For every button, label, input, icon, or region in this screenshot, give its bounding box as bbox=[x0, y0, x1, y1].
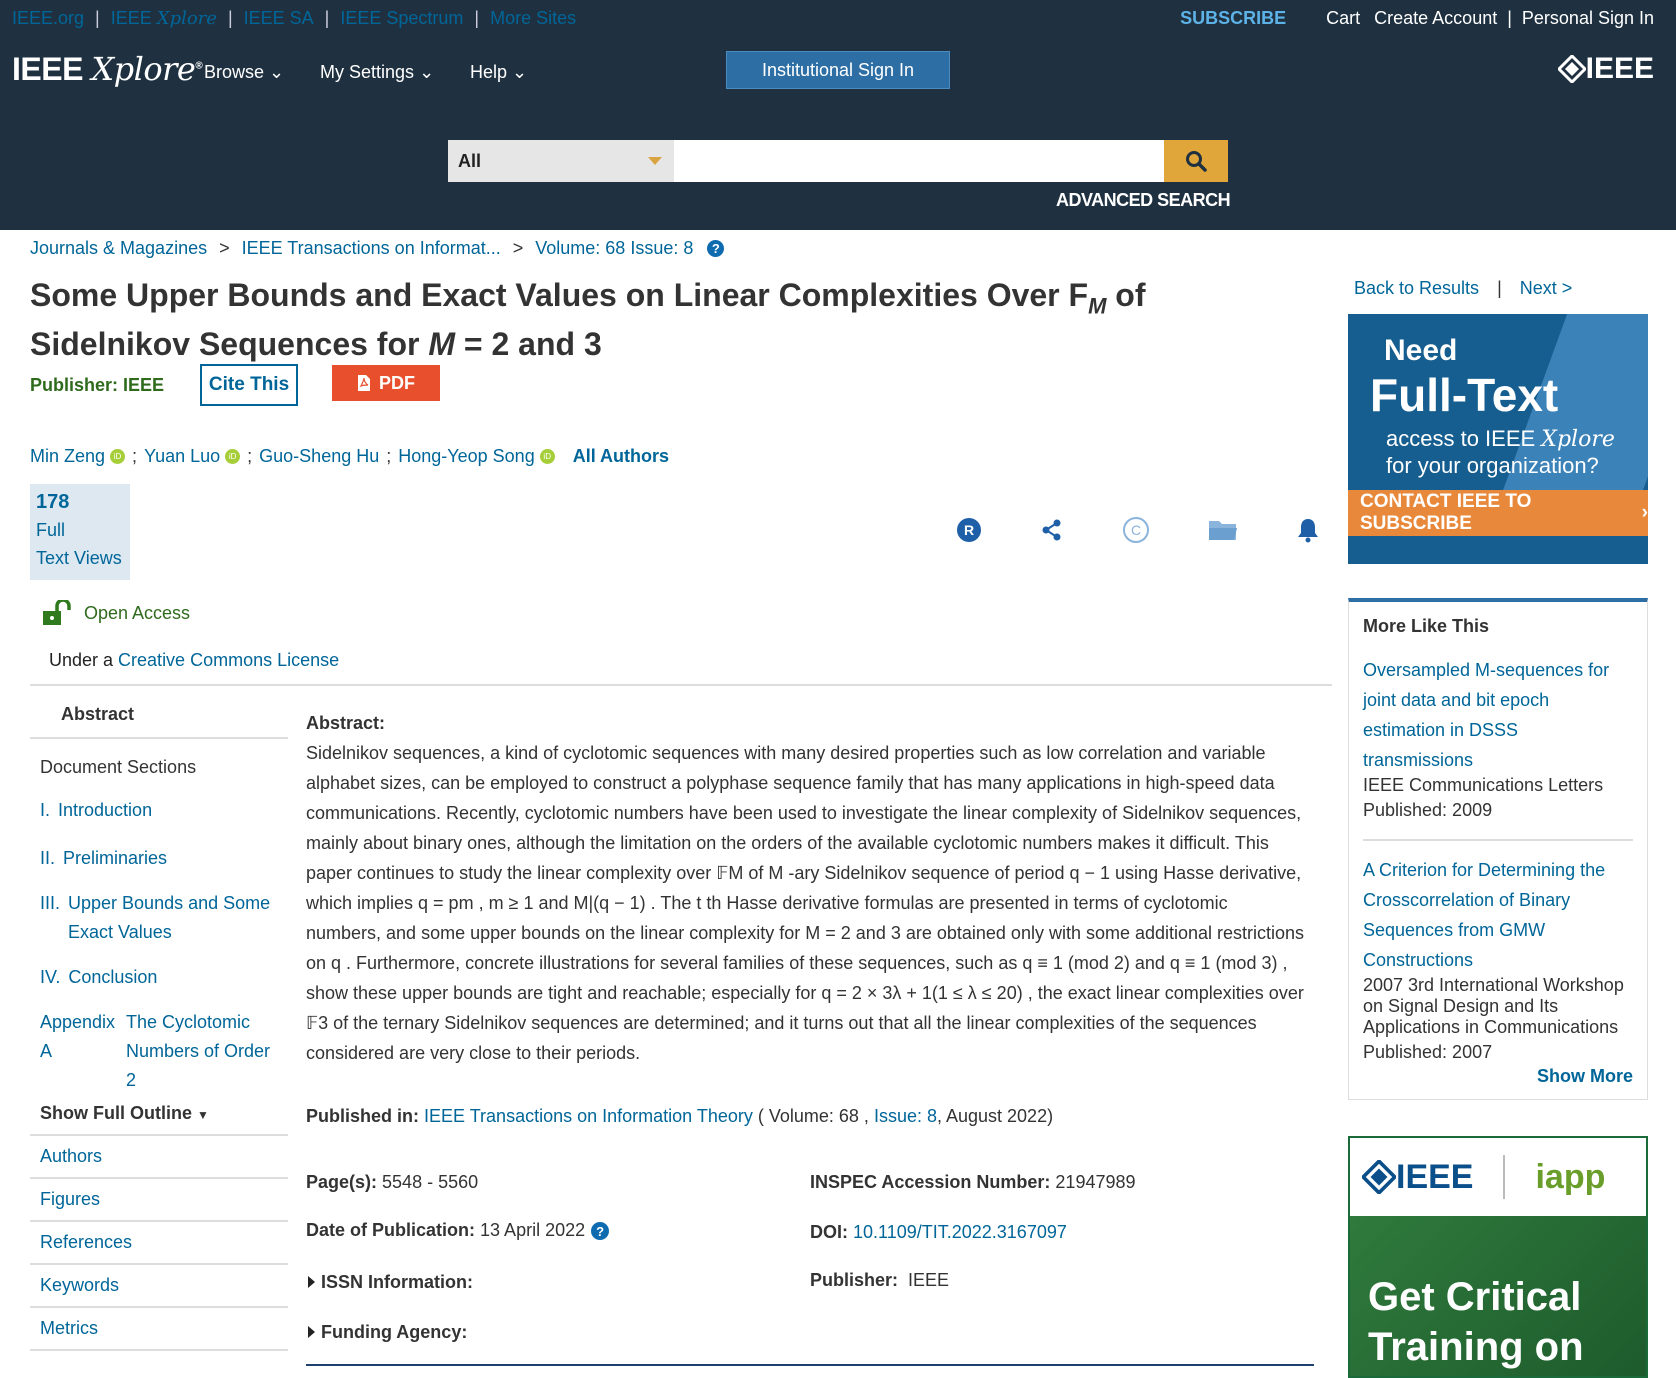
divider bbox=[306, 1364, 1314, 1366]
site-link-ieee-org[interactable]: IEEE.org bbox=[12, 8, 85, 28]
outline-abstract[interactable]: Abstract bbox=[30, 698, 288, 739]
site-link-ieee-sa[interactable]: IEEE SA bbox=[243, 8, 314, 28]
caret-down-icon: ▼ bbox=[197, 1108, 209, 1122]
unlock-icon bbox=[42, 600, 72, 626]
article-actions bbox=[956, 516, 1378, 544]
nav-browse[interactable]: Browse ⌄ bbox=[204, 62, 285, 82]
orcid-icon[interactable]: iD bbox=[540, 449, 555, 464]
svg-text:C: C bbox=[1130, 522, 1142, 538]
related-article-date: Published: 2007 bbox=[1363, 1042, 1493, 1062]
site-link-more-sites[interactable]: More Sites bbox=[490, 8, 577, 28]
back-to-results-link[interactable]: Back to Results bbox=[1354, 278, 1480, 298]
cite-this-button[interactable]: Cite This bbox=[200, 364, 298, 406]
funding-agency-toggle[interactable]: Funding Agency: bbox=[308, 1322, 467, 1343]
ieee-logo[interactable]: IEEE bbox=[1558, 52, 1654, 86]
site-links: IEEE.org | IEEE Xplore | IEEE SA | IEEE Spectrum | More Sites bbox=[12, 8, 577, 29]
help-icon[interactable]: ? bbox=[707, 240, 724, 257]
breadcrumb-journals[interactable]: Journals & Magazines bbox=[30, 238, 208, 258]
result-navigation: Back to Results | Next > bbox=[1354, 278, 1573, 298]
orcid-icon[interactable]: iD bbox=[110, 449, 125, 464]
copyright-icon[interactable] bbox=[1122, 516, 1150, 544]
related-article-journal: IEEE Communications Letters bbox=[1363, 775, 1604, 795]
outline-keywords[interactable]: Keywords bbox=[30, 1265, 288, 1308]
author-link[interactable]: Yuan Luo bbox=[144, 446, 221, 466]
caret-right-icon bbox=[308, 1326, 315, 1338]
published-in: Published in: IEEE Transactions on Information Theory ( Volume: 68 , Issue: 8, August 2022) bbox=[306, 1106, 1054, 1126]
search-scope-select[interactable]: All bbox=[448, 140, 674, 182]
search-button[interactable] bbox=[1164, 140, 1228, 182]
breadcrumb-volume[interactable]: Volume: 68 Issue: 8 bbox=[535, 238, 694, 258]
creative-commons-link[interactable]: Creative Commons License bbox=[118, 650, 340, 670]
search-bar bbox=[448, 140, 1228, 182]
author-link[interactable]: Hong-Yeop Song bbox=[398, 446, 535, 466]
outline-metrics[interactable]: Metrics bbox=[30, 1308, 288, 1351]
publisher-info: Publisher: IEEE bbox=[810, 1270, 950, 1290]
advanced-search-link[interactable]: ADVANCED SEARCH bbox=[1056, 190, 1231, 210]
outline-references[interactable]: References bbox=[30, 1222, 288, 1265]
document-outline bbox=[30, 698, 288, 1351]
author-list: Min Zeng iD ; Yuan Luo iD ; Guo-Sheng Hu ; Hong-Yeop Song iD All Authors bbox=[30, 446, 670, 466]
author-link[interactable]: Min Zeng bbox=[30, 446, 106, 466]
abstract-section bbox=[306, 708, 1306, 1068]
personal-sign-in-link[interactable]: Personal Sign In bbox=[1521, 8, 1654, 28]
site-link-ieee-xplore[interactable]: IEEE Xplore bbox=[110, 8, 217, 29]
create-account-link[interactable]: Create Account bbox=[1374, 8, 1498, 28]
all-authors-link[interactable]: All Authors bbox=[572, 446, 670, 466]
institutional-sign-in-button[interactable]: Institutional Sign In bbox=[726, 51, 950, 89]
abstract-text: Sidelnikov sequences, a kind of cyclotomic sequences with many desired properties such as low correlation and variable alphabet sizes, can be employed to construct a polyphase sequence family that has many applications in high-speed data communications. Recently, cyclotomic numbers have been used to investigate the linear complexity of Sidelnikov sequences, mainly about binary ones, although the limitation on the orders of the available cyclotomic numbers makes it difficult. This paper continues to study the linear complexity over 𝔽M of M -ary Sidelnikov sequence of period q − 1 using Hasse derivative, which implies q = pm , m ≥ 1 and M|(q − 1) . The t th Hasse derivative formulas are presented in terms of cyclotomic numbers, and some upper bounds on the linear complexity for M = 2 and 3 are obtained only with some additional restrictions on q . Furthermore, concrete illustrations for several families of these sequences, such as q ≡ 1 (mod 2) and q ≡ 1 (mod 3) , show these upper bounds are tight and reachable; especially for q = 2 × 3λ + 1(1 ≤ λ ≤ 20) , the exact linear complexities over 𝔽3 of the ternary Sidelnikov sequences are determined; and it turns out that all the linear complexities of the sequences considered are very close to their periods. bbox=[306, 743, 1305, 1063]
full-text-ad[interactable]: Need Full-Text access to IEEE Xplore for your organization? CONTACT IEEE TO SUBSCRIBE › bbox=[1348, 314, 1648, 564]
subscribe-link[interactable]: SUBSCRIBE bbox=[1180, 8, 1287, 28]
cart-link[interactable]: Cart bbox=[1326, 8, 1361, 28]
breadcrumb: Journals & Magazines > IEEE Transactions on Informat... > Volume: 68 Issue: 8 ? bbox=[30, 238, 724, 259]
contact-ieee-subscribe-button[interactable]: CONTACT IEEE TO SUBSCRIBE › bbox=[1348, 490, 1648, 536]
nav-my-settings[interactable]: My Settings ⌄ bbox=[320, 62, 435, 82]
search-icon bbox=[1185, 150, 1207, 172]
page-title: Some Upper Bounds and Exact Values on Linear Complexities Over $F_M$ of Sidelnikov Sequences for M = 2 and 3 bbox=[30, 277, 1146, 363]
outline-section-conclusion[interactable]: IV. Conclusion bbox=[40, 967, 158, 987]
more-like-this-heading: More Like This bbox=[1363, 616, 1490, 636]
next-link[interactable]: Next > bbox=[1519, 278, 1573, 298]
full-text-views-badge[interactable]: 178 Full Text Views bbox=[30, 484, 130, 580]
ieee-xplore-logo[interactable]: IEEE Xplore® bbox=[12, 50, 203, 88]
show-full-outline-toggle[interactable]: Show Full Outline ▼ bbox=[30, 1095, 288, 1136]
issn-information-toggle[interactable]: ISSN Information: bbox=[308, 1272, 473, 1293]
chevron-down-icon: ⌄ bbox=[269, 62, 285, 82]
ieee-diamond-icon bbox=[1558, 55, 1586, 83]
svg-text:R: R bbox=[963, 522, 975, 538]
chevron-right-icon: › bbox=[1641, 502, 1648, 523]
doi-info: DOI: 10.1109/TIT.2022.3167097 bbox=[810, 1222, 1067, 1242]
show-more-link[interactable]: Show More bbox=[1536, 1066, 1633, 1086]
issue-link[interactable]: Issue: 8 bbox=[873, 1106, 937, 1126]
related-article-link[interactable]: A Criterion for Determining the Crosscorrelation of Binary Sequences from GMW Constructions bbox=[1363, 860, 1606, 970]
document-sections-heading: Document Sections bbox=[40, 757, 197, 777]
inspec-accession: INSPEC Accession Number: 21947989 bbox=[810, 1172, 1136, 1192]
site-link-ieee-spectrum[interactable]: IEEE Spectrum bbox=[340, 8, 464, 28]
chevron-down-icon: ⌄ bbox=[512, 62, 528, 82]
outline-section-upper-bounds[interactable]: III. Upper Bounds and Some Exact Values bbox=[40, 893, 271, 942]
outline-authors[interactable]: Authors bbox=[30, 1136, 288, 1179]
author-link[interactable]: Guo-Sheng Hu bbox=[259, 446, 380, 466]
folder-icon[interactable] bbox=[1208, 518, 1238, 542]
nav-help[interactable]: Help ⌄ bbox=[470, 62, 528, 82]
date-of-publication: Date of Publication: 13 April 2022 ? bbox=[306, 1220, 609, 1241]
share-icon[interactable] bbox=[1040, 518, 1064, 542]
search-input[interactable] bbox=[674, 140, 1164, 182]
ieee-iapp-ad[interactable]: IEEE iapp Get Critical Training on bbox=[1348, 1136, 1648, 1378]
related-article-link[interactable]: Oversampled M-sequences for joint data and bit epoch estimation in DSSS transmissions bbox=[1363, 660, 1610, 770]
bell-icon[interactable] bbox=[1296, 517, 1320, 543]
ad-image: Get Critical Training on bbox=[1350, 1216, 1648, 1378]
related-article-journal: 2007 3rd International Workshop on Signal Design and Its Applications in Communications bbox=[1363, 975, 1624, 1037]
publisher-label: Publisher: IEEE bbox=[30, 374, 165, 395]
breadcrumb-journal[interactable]: IEEE Transactions on Informat... bbox=[241, 238, 501, 258]
outline-section-preliminaries[interactable]: II. Preliminaries bbox=[40, 848, 168, 868]
caret-right-icon bbox=[308, 1276, 315, 1288]
journal-link[interactable]: IEEE Transactions on Information Theory bbox=[424, 1106, 753, 1126]
pdf-file-icon bbox=[357, 374, 371, 392]
ieee-diamond-icon bbox=[1362, 1160, 1396, 1194]
pdf-button[interactable]: PDF bbox=[332, 365, 440, 401]
rights-icon[interactable] bbox=[956, 517, 982, 543]
outline-figures[interactable]: Figures bbox=[30, 1179, 288, 1222]
divider bbox=[1363, 839, 1633, 841]
pages-info: Page(s): 5548 - 5560 bbox=[306, 1172, 479, 1192]
open-access-indicator: Open Access bbox=[42, 600, 190, 626]
chevron-down-icon: ⌄ bbox=[419, 62, 435, 82]
outline-section-appendix-a[interactable]: Appendix A The Cyclotomic Numbers of Order 2 bbox=[40, 1012, 271, 1090]
header bbox=[0, 36, 1676, 230]
abstract-heading: Abstract: bbox=[306, 713, 386, 733]
outline-section-introduction[interactable]: I. Introduction bbox=[40, 800, 153, 820]
license-text: Under a Creative Commons License bbox=[49, 650, 340, 670]
divider bbox=[30, 684, 1332, 686]
doi-link[interactable]: 10.1109/TIT.2022.3167097 bbox=[853, 1222, 1067, 1242]
top-bar: IEEE.org | IEEE Xplore | IEEE SA | IEEE Spectrum | More Sites SUBSCRIBE Cart Create Account | Personal Sign In bbox=[0, 0, 1676, 36]
orcid-icon[interactable]: iD bbox=[225, 449, 240, 464]
related-article-date: Published: 2009 bbox=[1363, 800, 1493, 820]
help-icon[interactable]: ? bbox=[591, 1222, 609, 1240]
dropdown-arrow-icon bbox=[648, 157, 662, 165]
more-like-this-panel bbox=[1348, 598, 1648, 1100]
